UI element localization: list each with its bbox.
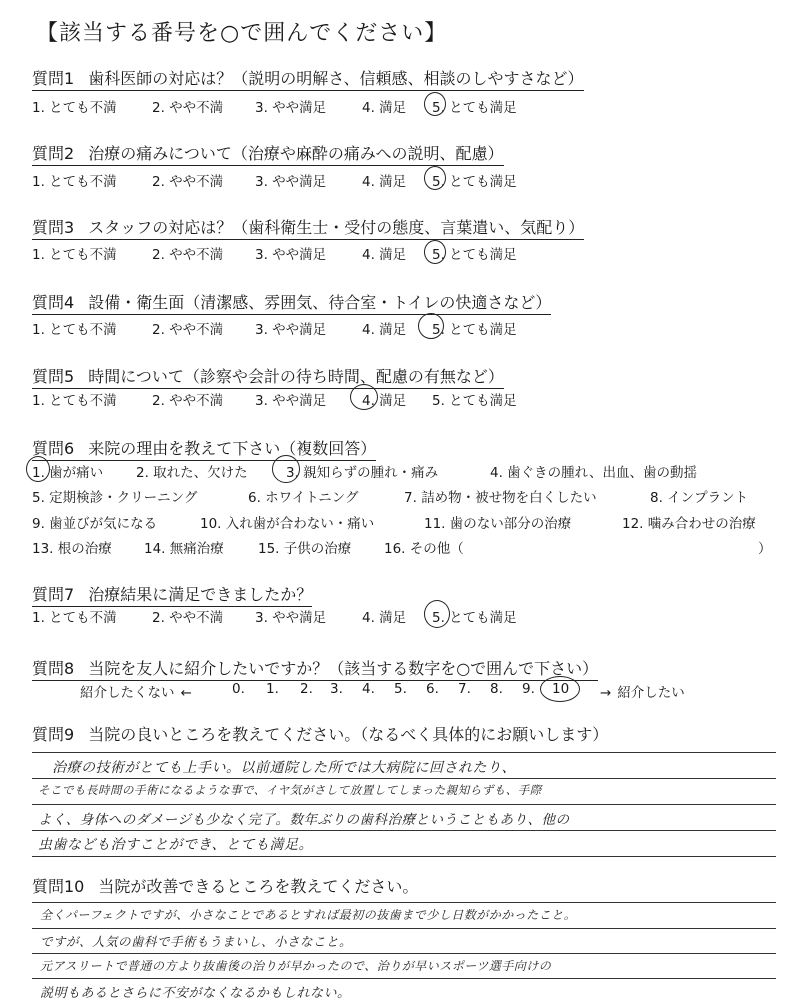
question-text: 当院が改善できるところを教えてください。: [98, 877, 419, 896]
q6-option-10[interactable]: 10. 入れ歯が合わない・痛い: [200, 516, 375, 532]
question-5-title: [32, 364, 504, 389]
q1-option-2[interactable]: 2. やや不満: [152, 100, 224, 116]
question-number: 質問10: [32, 877, 85, 896]
q4-option-5[interactable]: 5. とても満足: [432, 322, 517, 338]
q7-option-1[interactable]: 1. とても不満: [32, 610, 117, 626]
q3-option-4[interactable]: 4. 満足: [362, 247, 407, 263]
question-number: 質問4: [32, 293, 75, 312]
question-number: 質問8: [32, 659, 75, 678]
q1-option-5[interactable]: 5. とても満足: [432, 100, 517, 116]
q1-option-4[interactable]: 4. 満足: [362, 100, 407, 116]
q8-option-4[interactable]: 4.: [362, 681, 375, 697]
q8-option-2[interactable]: 2.: [300, 681, 313, 697]
q9-answer-text-4[interactable]: 虫歯なども治すことができ、とても満足。: [38, 837, 313, 853]
q6-option-3[interactable]: 3. 親知らずの腫れ・痛み: [286, 465, 439, 481]
q9-answer-line-2: [32, 778, 776, 779]
q2-option-3[interactable]: 3. やや満足: [255, 174, 327, 190]
q6-option-4[interactable]: 4. 歯ぐきの腫れ、出血、歯の動揺: [490, 465, 697, 481]
q8-option-7[interactable]: 7.: [458, 681, 471, 697]
q6-answer-circle-1: [26, 456, 50, 482]
question-text: 時間について（診察や会計の待ち時間、配慮の有無など）: [88, 367, 504, 386]
q6-option-2[interactable]: 2. 取れた、欠けた: [136, 465, 248, 481]
q10-answer-line-3: [32, 953, 776, 954]
q5-answer-circle: [350, 384, 378, 410]
q3-answer-circle: [424, 240, 446, 264]
q6-option-8[interactable]: 8. インプラント: [650, 490, 749, 506]
q4-answer-circle: [418, 313, 444, 339]
q9-answer-text-1[interactable]: 治療の技術がとても上手い。以前通院した所では大病院に回されたり、: [52, 760, 516, 776]
question-2-title: [32, 141, 504, 166]
question-text: スタッフの対応は？（歯科衛生士・受付の態度、言葉遣い、気配り）: [88, 218, 585, 237]
question-number: 質問1: [32, 69, 75, 88]
q9-answer-line-4: [32, 830, 776, 831]
page-title: 【該当する番号を○で囲んでください】: [36, 21, 448, 46]
q8-right: [594, 681, 685, 701]
q2-answer-circle: [424, 166, 446, 190]
question-text: 来院の理由を教えて下さい（複数回答）: [88, 439, 377, 458]
q1-answer-circle: [424, 92, 446, 116]
q5-option-5[interactable]: 5. とても満足: [432, 393, 517, 409]
q7-option-3[interactable]: 3. やや満足: [255, 610, 327, 626]
q6-option-1[interactable]: 1. 歯が痛い: [32, 465, 104, 481]
question-text: 設備・衛生面（清潔感、雰囲気、待合室・トイレの快適さなど）: [88, 293, 552, 312]
question-text: 当院の良いところを教えてください。（なるべく具体的にお願いします）: [88, 725, 609, 744]
q3-option-3[interactable]: 3. やや満足: [255, 247, 327, 263]
question-10-title: [32, 874, 418, 898]
question-number: 質問9: [32, 725, 75, 744]
q1-option-1[interactable]: 1. とても不満: [32, 100, 117, 116]
q8-option-6[interactable]: 6.: [426, 681, 439, 697]
question-1-title: [32, 66, 584, 91]
q10-answer-line-4: [32, 978, 776, 979]
q2-option-5[interactable]: 5. とても満足: [432, 174, 517, 190]
arrow-right-icon: →: [600, 685, 612, 701]
question-4-title: [32, 290, 551, 315]
q10-answer-text-4[interactable]: 説明もあるとさらに不安がなくなるかもしれない。: [40, 986, 351, 1001]
q4-option-2[interactable]: 2. やや不満: [152, 322, 224, 338]
q8-left-label: 紹介したくない: [80, 685, 175, 701]
q9-answer-line-5: [32, 856, 776, 857]
q6-option-16-close: ）: [758, 541, 772, 557]
q3-option-1[interactable]: 1. とても不満: [32, 247, 117, 263]
q7-option-5[interactable]: 5. とても満足: [432, 610, 517, 626]
q6-option-11[interactable]: 11. 歯のない部分の治療: [424, 516, 572, 532]
question-3-title: [32, 215, 584, 240]
q6-option-15[interactable]: 15. 子供の治療: [258, 541, 352, 557]
question-7-title: [32, 582, 312, 607]
question-number: 質問6: [32, 439, 75, 458]
question-number: 質問7: [32, 585, 75, 604]
q9-answer-text-3[interactable]: よく、身体へのダメージも少なく完了。数年ぶりの歯科治療ということもあり、他の: [38, 812, 570, 828]
q6-option-9[interactable]: 9. 歯並びが気になる: [32, 516, 158, 532]
q8-scale: [80, 681, 198, 701]
q8-option-0[interactable]: 0.: [232, 681, 245, 697]
q6-option-6[interactable]: 6. ホワイトニング: [248, 490, 359, 506]
q4-option-1[interactable]: 1. とても不満: [32, 322, 117, 338]
question-number: 質問3: [32, 218, 75, 237]
question-text: 治療結果に満足できましたか？: [88, 585, 313, 604]
q10-answer-text-2[interactable]: ですが、人気の歯科で手術もうまいし、小さなこと。: [40, 934, 353, 949]
question-8-title: [32, 656, 598, 681]
q8-option-9[interactable]: 9.: [522, 681, 535, 697]
q8-option-8[interactable]: 8.: [490, 681, 503, 697]
q3-option-2[interactable]: 2. やや不満: [152, 247, 224, 263]
q8-option-5[interactable]: 5.: [394, 681, 407, 697]
question-text: 治療の痛みについて（治療や麻酔の痛みへの説明、配慮）: [88, 144, 504, 163]
q7-option-4[interactable]: 4. 満足: [362, 610, 407, 626]
q8-right-label: 紹介したい: [617, 685, 685, 701]
q10-answer-text-1[interactable]: 全くパーフェクトですが、小さなことであるとすれば最初の抜歯まで少し日数がかかったこと。: [40, 908, 577, 922]
question-6-title: [32, 436, 376, 461]
q9-answer-line-3: [32, 804, 776, 805]
question-text: 歯科医師の対応は？（説明の明解さ、信頼感、相談のしやすさなど）: [88, 69, 584, 88]
q6-option-7[interactable]: 7. 詰め物・被せ物を白くしたい: [404, 490, 597, 506]
q4-option-3[interactable]: 3. やや満足: [255, 322, 327, 338]
q10-answer-line-1: [32, 902, 776, 903]
q3-option-5[interactable]: 5. とても満足: [432, 247, 517, 263]
q9-answer-text-2[interactable]: そこでも長時間の手術になるような事で、イヤ気がさして放置してしまった親知らずも、手際: [38, 783, 542, 797]
q5-option-1[interactable]: 1. とても不満: [32, 393, 117, 409]
q4-option-4[interactable]: 4. 満足: [362, 322, 407, 338]
q2-option-4[interactable]: 4. 満足: [362, 174, 407, 190]
question-number: 質問2: [32, 144, 75, 163]
q1-option-3[interactable]: 3. やや満足: [255, 100, 327, 116]
q6-option-16[interactable]: 16. その他（: [384, 541, 464, 557]
q6-option-5[interactable]: 5. 定期検診・クリーニング: [32, 490, 198, 506]
q10-answer-text-3[interactable]: 元アスリートで普通の方より抜歯後の治りが早かったので、治りが早いスポーツ選手向けの: [40, 959, 552, 973]
q10-answer-line-2: [32, 928, 776, 929]
q6-answer-circle-3: [272, 455, 300, 483]
q7-answer-circle: [424, 600, 450, 628]
q8-option-1[interactable]: 1.: [266, 681, 279, 697]
q8-option-3[interactable]: 3.: [330, 681, 343, 697]
question-text: 当院を友人に紹介したいですか？（該当する数字を○で囲んで下さい）: [88, 659, 599, 678]
q6-option-12[interactable]: 12. 噛み合わせの治療: [622, 516, 756, 532]
q8-option-10[interactable]: 10: [552, 681, 570, 697]
q6-option-14[interactable]: 14. 無痛治療: [144, 541, 224, 557]
question-number: 質問5: [32, 367, 75, 386]
q8-answer-circle: [540, 676, 580, 702]
q9-answer-line-1: [32, 752, 776, 753]
q5-option-2[interactable]: 2. やや不満: [152, 393, 224, 409]
q6-option-13[interactable]: 13. 根の治療: [32, 541, 112, 557]
arrow-left-icon: ←: [180, 685, 192, 701]
q2-option-2[interactable]: 2. やや不満: [152, 174, 224, 190]
q5-option-4[interactable]: 4. 満足: [362, 393, 407, 409]
question-9-title: [32, 722, 608, 746]
q5-option-3[interactable]: 3. やや満足: [255, 393, 327, 409]
q2-option-1[interactable]: 1. とても不満: [32, 174, 117, 190]
q7-option-2[interactable]: 2. やや不満: [152, 610, 224, 626]
